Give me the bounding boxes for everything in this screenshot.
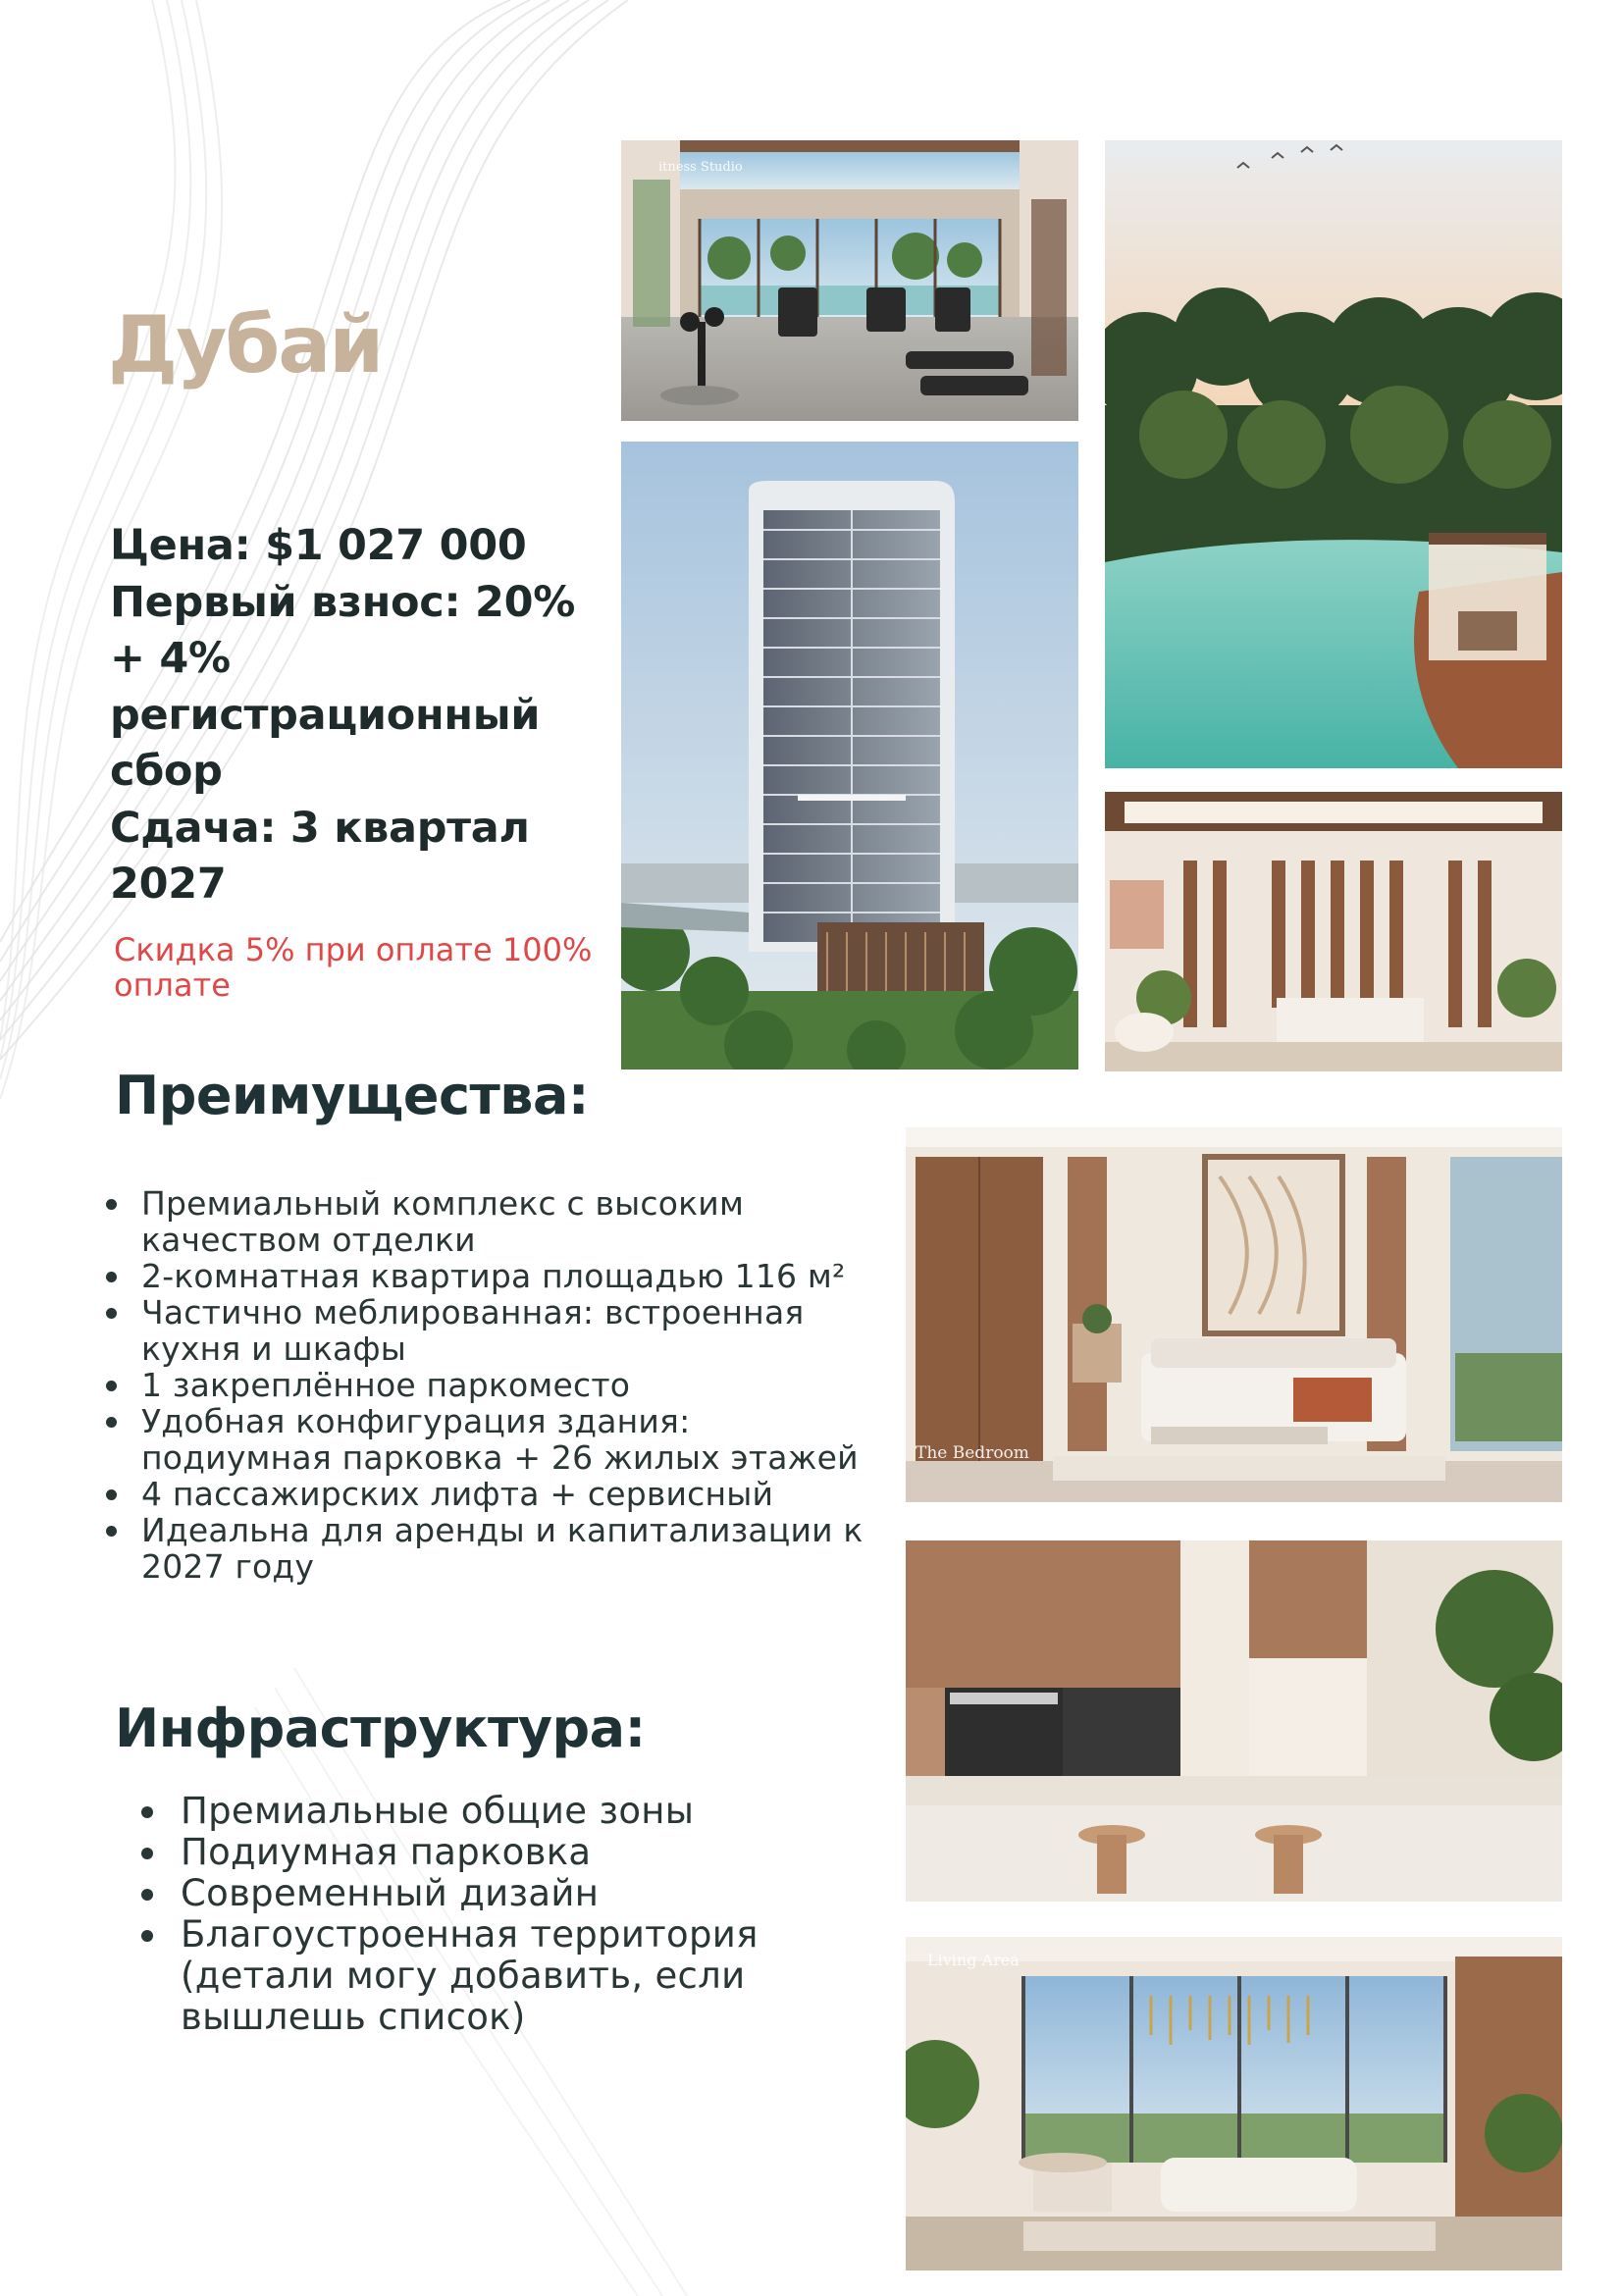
infrastructure-item: Подиумная парковка — [139, 1832, 846, 1873]
advantage-item: 1 закреплённое паркоместо — [104, 1367, 889, 1403]
fitness-studio-photo — [621, 140, 1078, 421]
property-info — [110, 518, 620, 913]
living-caption: Living Area — [927, 1951, 1020, 1969]
fitness-caption: itness Studio — [658, 160, 743, 175]
registration-fee-line-2: регистрационный — [110, 690, 541, 740]
infrastructure-title: Инфраструктура: — [115, 1697, 646, 1759]
advantages-title: Преимущества: — [115, 1065, 589, 1126]
city-title: Дубай — [108, 299, 383, 391]
advantage-item: 2-комнатная квартира площадью 116 м² — [104, 1258, 889, 1294]
resort-pool-photo — [1105, 140, 1562, 768]
tower-building-photo — [621, 442, 1078, 1070]
bedroom-photo — [906, 1127, 1562, 1502]
infrastructure-list — [139, 1791, 846, 2038]
discount-line-1: Скидка 5% при оплате 100% — [114, 931, 593, 968]
advantage-item: Удобная конфигурация здания: подиумная парковка + 26 жилых этажей — [104, 1403, 889, 1476]
infrastructure-item: Современный дизайн — [139, 1873, 846, 1914]
down-payment-line: Первый взнос: 20% — [110, 577, 576, 627]
registration-fee-line: + 4% — [110, 634, 231, 683]
price-line: Цена: $1 027 000 — [110, 521, 527, 570]
completion-line: Сдача: 3 квартал — [110, 803, 530, 853]
living-area-photo — [906, 1937, 1562, 2270]
kitchen-photo — [906, 1540, 1562, 1902]
registration-fee-line-3: сбор — [110, 747, 223, 796]
advantage-item: 4 пассажирских лифта + сервисный — [104, 1476, 889, 1512]
infrastructure-item: Премиальные общие зоны — [139, 1791, 846, 1832]
advantages-list — [104, 1185, 889, 1585]
infrastructure-item: Благоустроенная территория (детали могу добавить, если вышлешь список) — [139, 1914, 846, 2038]
lobby-reception-photo — [1105, 792, 1562, 1071]
discount-line-2: оплате — [114, 966, 231, 1004]
advantage-item: Идеальна для аренды и капитализации к 2027 году — [104, 1512, 889, 1585]
advantage-item: Частично меблированная: встроенная кухня и шкафы — [104, 1294, 889, 1367]
completion-year-line: 2027 — [110, 860, 227, 909]
advantage-item: Премиальный комплекс с высоким качеством отделки — [104, 1185, 889, 1258]
bedroom-caption: The Bedroom — [916, 1443, 1029, 1463]
discount-note — [114, 932, 624, 1003]
